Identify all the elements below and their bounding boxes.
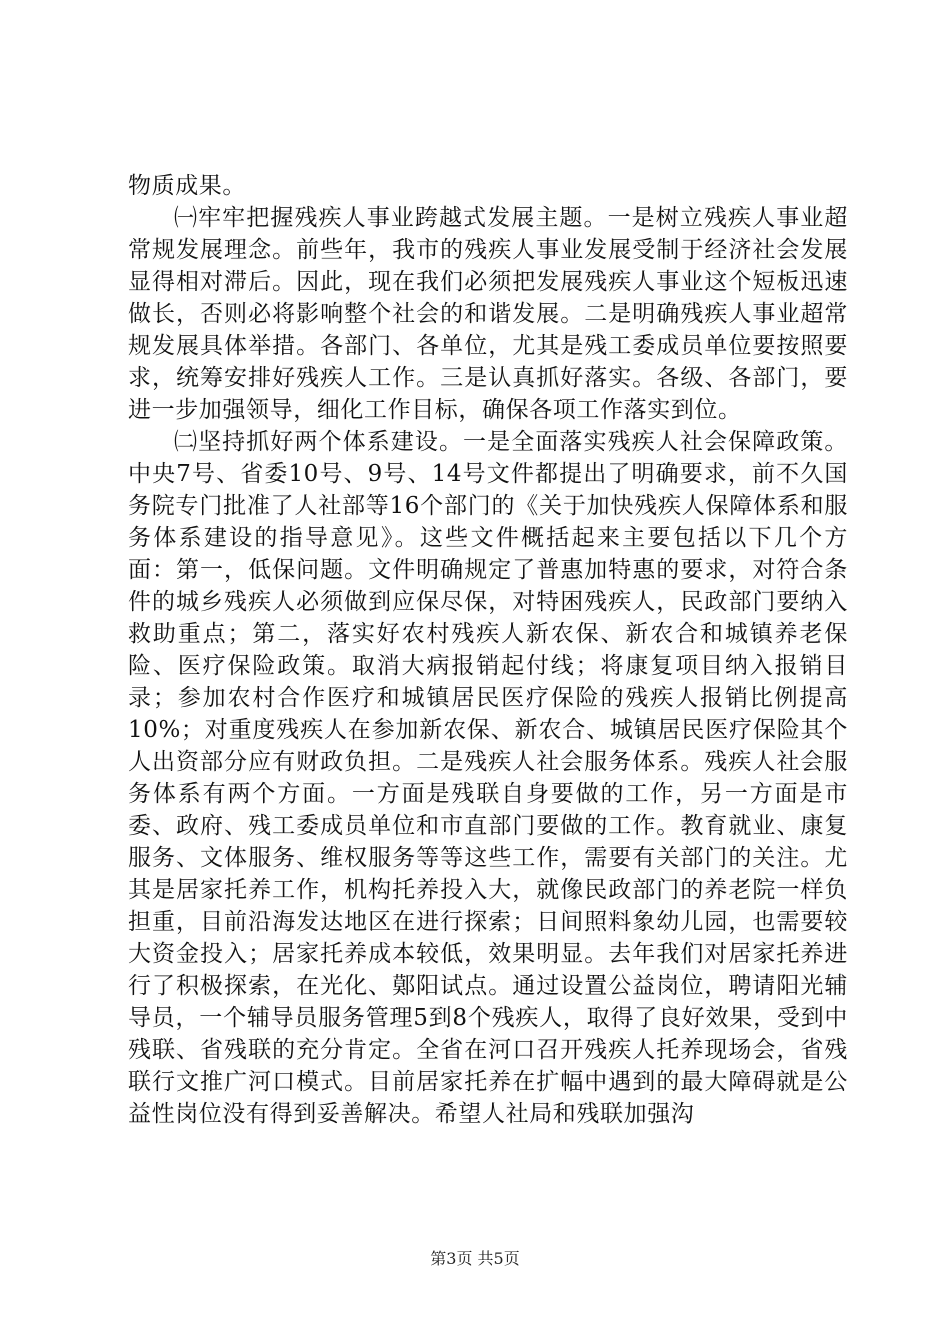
page-number-footer: 第3页 共5页 xyxy=(430,1249,520,1268)
paragraph-continuation: 物质成果。 xyxy=(128,173,246,199)
document-body xyxy=(128,170,848,1130)
paragraph-section-1: ㈠牢牢把握残疾人事业跨越式发展主题。一是树立残疾人事业超常规发展理念。前些年，我市的残疾人事业发展受制于经济社会发展显得相对滞后。因此，现在我们必须把发展残疾人事业这个短板迅速做长，否则必将影响整个社会的和谐发展。二是明确残疾人事业超常规发展具体举措。各部门、各单位，尤其是残工委成员单位要按照要求，统筹安排好残疾人工作。三是认真抓好落实。各级、各部门，要进一步加强领导，细化工作目标，确保各项工作落实到位。 xyxy=(128,205,848,423)
paragraph-section-2: ㈡坚持抓好两个体系建设。一是全面落实残疾人社会保障政策。中央7号、省委10号、9号、14号文件都提出了明确要求，前不久国务院专门批准了人社部等16个部门的《关于加快残疾人保障体系和服务体系建设的指导意见》。这些文件概括起来主要包括以下几个方面：第一，低保问题。文件明确规定了普惠加特惠的要求，对符合条件的城乡残疾人必须做到应保尽保，对特困残疾人，民政部门要纳入救助重点；第二，落实好农村残疾人新农保、新农合和城镇养老保险、医疗保险政策。取消大病报销起付线；将康复项目纳入报销目录；参加农村合作医疗和城镇居民医疗保险的残疾人报销比例提高10%；对重度残疾人在参加新农保、新农合、城镇居民医疗保险其个人出资部分应有财政负担。二是残疾人社会服务体系。残疾人社会服务体系有两个方面。一方面是残联自身要做的工作，另一方面是市委、政府、残工委成员单位和市直部门要做的工作。教育就业、康复服务、文体服务、维权服务等等这些工作，需要有关部门的关注。尤其是居家托养工作，机构托养投入大，就像民政部门的养老院一样负担重，目前沿海发达地区在进行探索；日间照料象幼儿园，也需要较大资金投入；居家托养成本较低，效果明显。去年我们对居家托养进行了积极探索，在光化、鄚阳试点。通过设置公益岗位，聘请阳光辅导员，一个辅导员服务管理5到8个残疾人，取得了良好效果，受到中残联、省残联的充分肯定。全省在河口召开残疾人托养现场会，省残联行文推广河口模式。目前居家托养在扩幅中遇到的最大障碍就是公益性岗位没有得到妥善解决。希望人社局和残联加强沟 xyxy=(128,429,848,1127)
